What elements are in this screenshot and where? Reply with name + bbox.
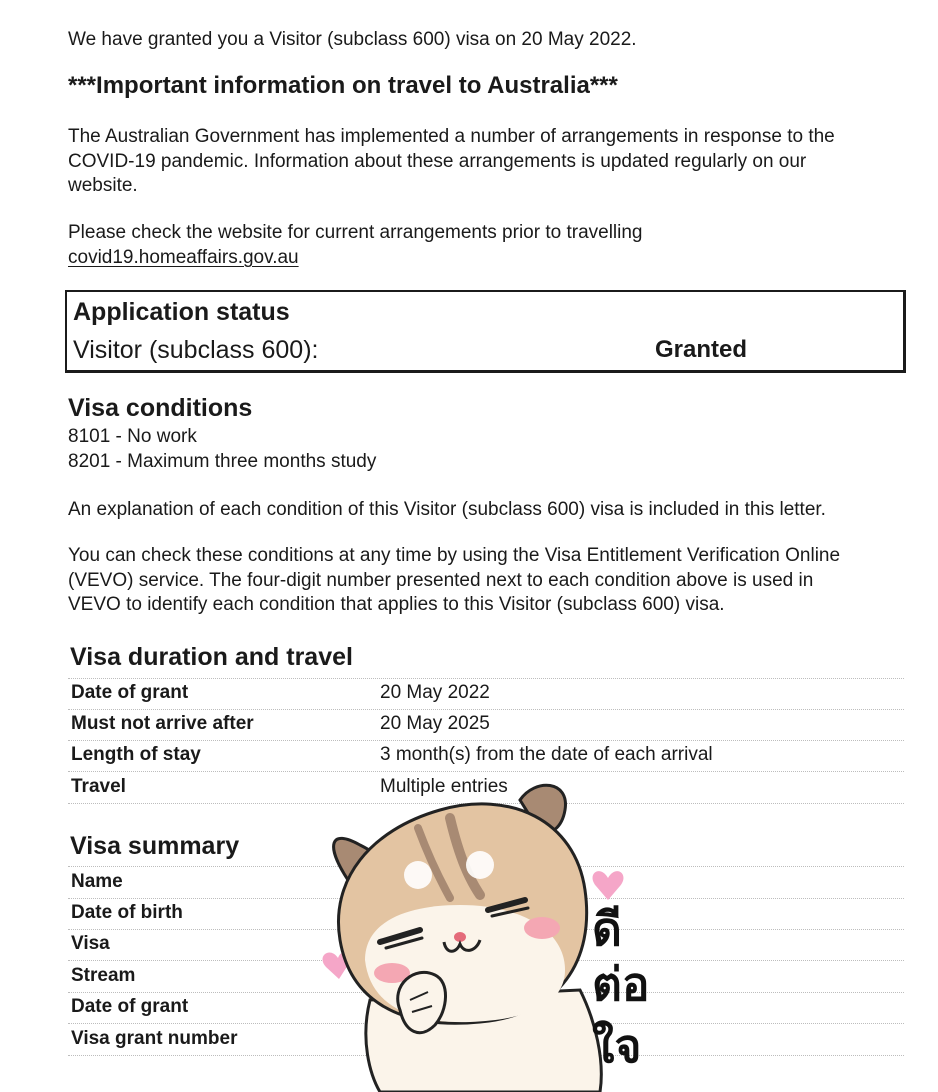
visa-duration-heading: Visa duration and travel bbox=[70, 643, 353, 671]
application-status-title: Application status bbox=[73, 298, 290, 326]
summary-row-label: Visa bbox=[71, 933, 110, 954]
blush bbox=[524, 917, 560, 939]
covid-paragraph-line-1: The Australian Government has implemented a number of arrangements in response to the bbox=[68, 126, 835, 147]
eye-shine bbox=[404, 861, 432, 889]
vevo-paragraph-line-3: VEVO to identify each condition that applies to this Visitor (subclass 600) visa. bbox=[68, 594, 725, 615]
visa-conditions-heading: Visa conditions bbox=[68, 394, 253, 422]
website-link[interactable]: covid19.homeaffairs.gov.au bbox=[68, 246, 299, 268]
thai-text-line: ดี bbox=[592, 902, 622, 956]
heart-icon bbox=[593, 871, 624, 900]
covid-paragraph-line-3: website. bbox=[68, 175, 138, 196]
table-divider bbox=[68, 678, 904, 679]
granted-line: We have granted you a Visitor (subclass 600) visa on 20 May 2022. bbox=[68, 29, 637, 50]
summary-row-label: Visa grant number bbox=[71, 1028, 238, 1049]
application-status-box bbox=[65, 290, 906, 373]
summary-row-label: Date of grant bbox=[71, 996, 189, 1017]
table-divider bbox=[68, 709, 904, 710]
visa-summary-heading: Visa summary bbox=[70, 832, 240, 860]
duration-row-value: 20 May 2025 bbox=[380, 713, 490, 734]
duration-row-label: Must not arrive after bbox=[71, 713, 254, 734]
table-divider bbox=[68, 740, 904, 741]
summary-row-label: Date of birth bbox=[71, 902, 183, 923]
condition-item-8201: 8201 - Maximum three months study bbox=[68, 451, 377, 472]
conditions-explanation: An explanation of each condition of this Visitor (subclass 600) visa is included in this letter. bbox=[68, 499, 826, 520]
duration-row-label: Date of grant bbox=[71, 682, 189, 703]
vevo-paragraph-line-1: You can check these conditions at any time by using the Visa Entitlement Verification Online bbox=[68, 545, 841, 566]
condition-item-8101: 8101 - No work bbox=[68, 426, 197, 447]
duration-row-label: Travel bbox=[71, 776, 126, 797]
duration-row-value: 20 May 2022 bbox=[380, 682, 490, 703]
important-heading: ***Important information on travel to Australia*** bbox=[68, 72, 618, 99]
duration-row-value: Multiple entries bbox=[380, 776, 508, 797]
duration-row-label: Length of stay bbox=[71, 744, 201, 765]
hamster-sticker bbox=[310, 770, 670, 1092]
thai-text-line: ใจ bbox=[592, 1019, 642, 1073]
covid-paragraph-line-2: COVID-19 pandemic. Information about these arrangements is updated regularly on our bbox=[68, 150, 807, 172]
duration-row-value: 3 month(s) from the date of each arrival bbox=[380, 744, 713, 765]
check-website-line: Please check the website for current arrangements prior to travelling bbox=[68, 222, 643, 243]
thai-text-line: ต่อ bbox=[592, 957, 650, 1011]
summary-row-label: Name bbox=[71, 871, 123, 892]
summary-row-label: Stream bbox=[71, 965, 136, 986]
application-status-value: Granted bbox=[655, 336, 748, 363]
eye-shine bbox=[466, 851, 494, 879]
application-status-label: Visitor (subclass 600): bbox=[73, 336, 319, 364]
vevo-paragraph-line-2: (VEVO) service. The four-digit number presented next to each condition above is used in bbox=[68, 569, 814, 591]
